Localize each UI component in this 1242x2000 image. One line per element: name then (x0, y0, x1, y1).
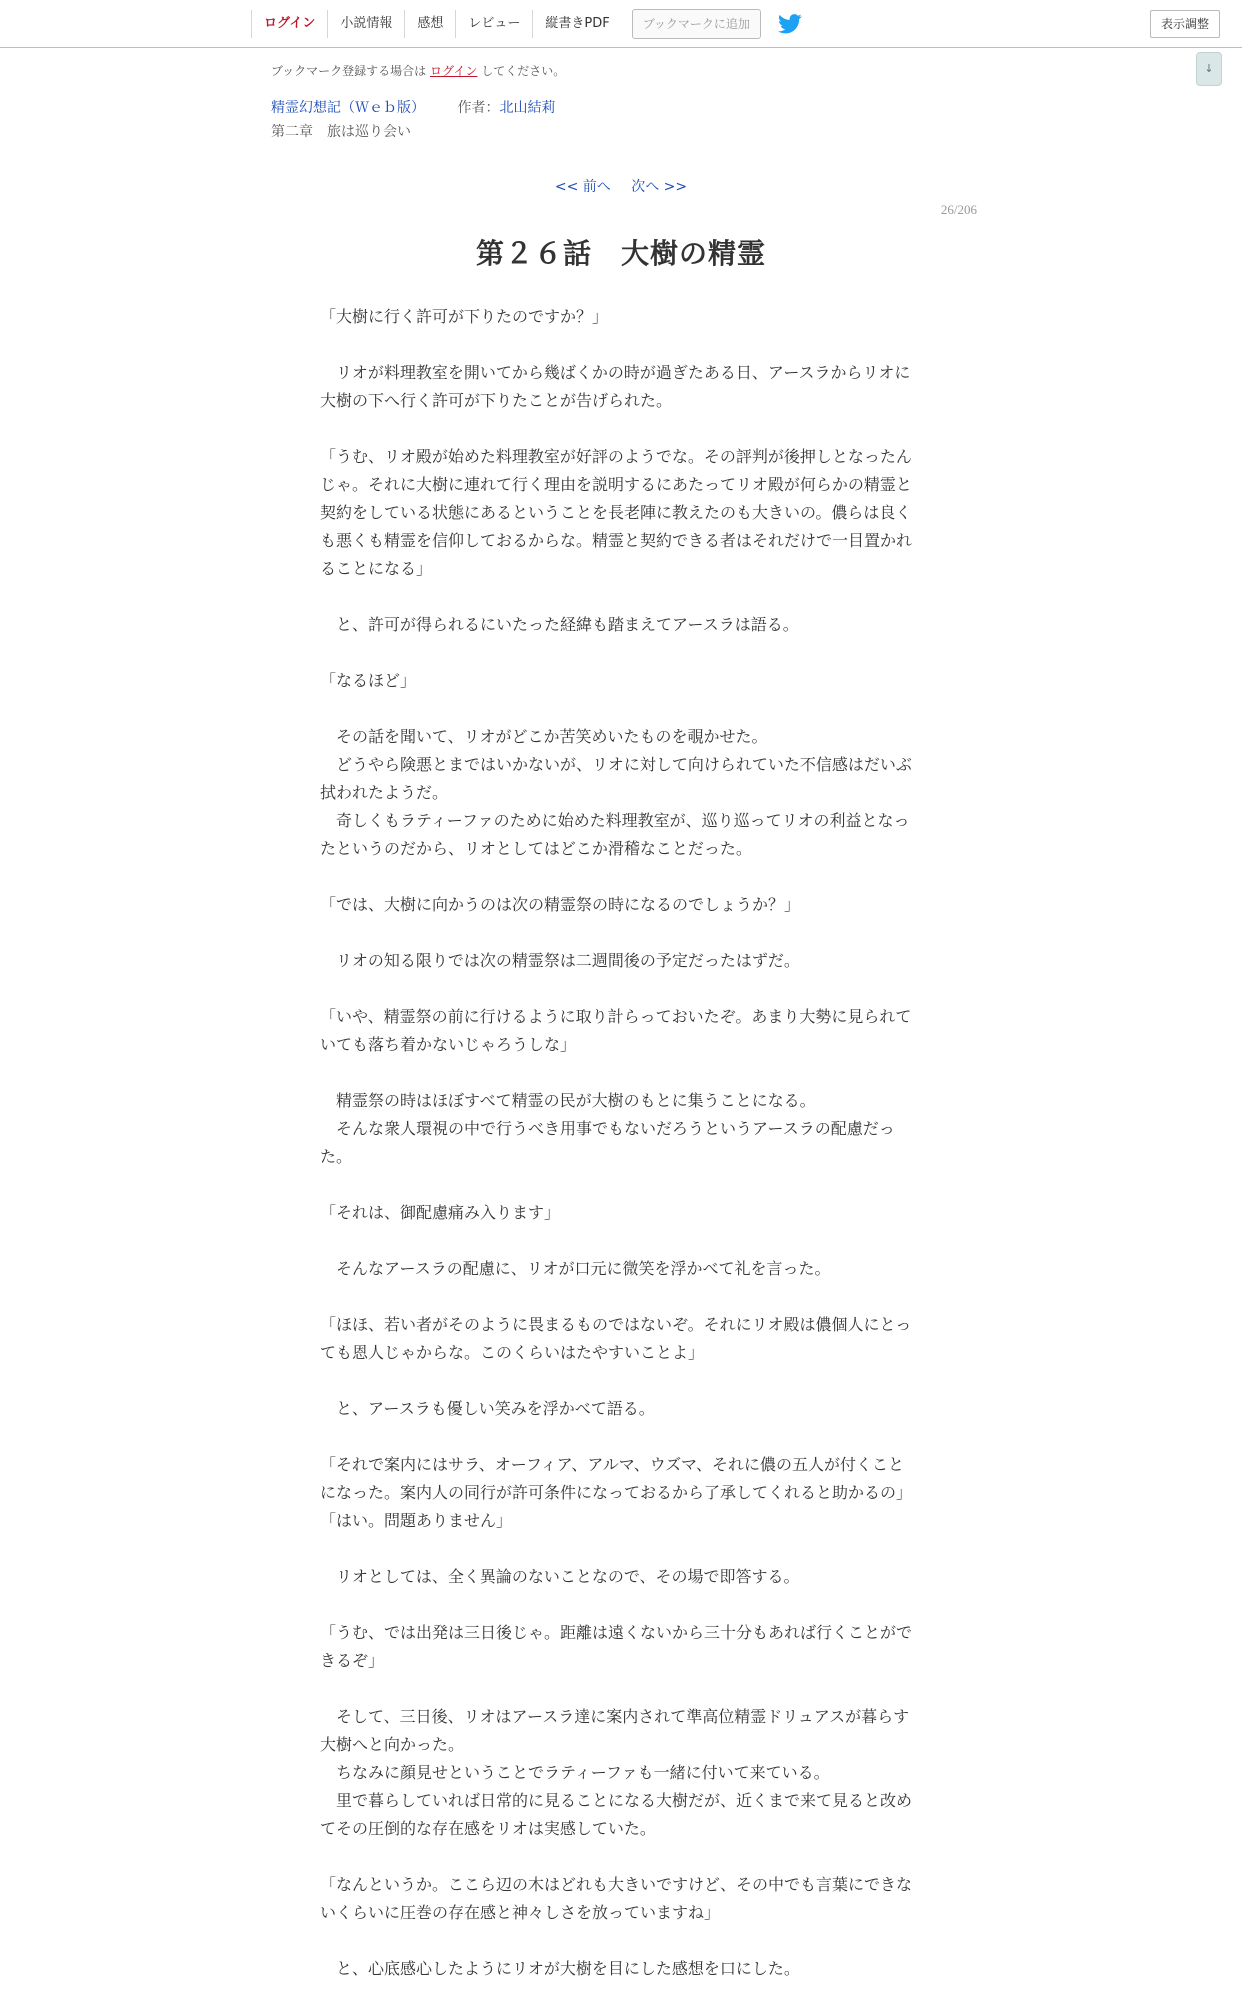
body-line (320, 1675, 920, 1703)
body-line (320, 583, 920, 611)
body-line: ても恩人じゃからな。このくらいはたやすいことよ」 (320, 1343, 705, 1362)
body-line: 「うむ、リオ殿が始めた料理教室が好評のようでな。その評判が後押しとなったん (320, 447, 912, 466)
body-line: じゃ。それに大樹に連れて行く理由を説明するにあたってリオ殿が何らかの精霊と (320, 475, 912, 494)
review-link[interactable]: レビュー (456, 10, 533, 38)
body-line: と、アースラも優しい笑みを浮かべて語る。 (320, 1399, 655, 1418)
body-line (320, 1171, 920, 1199)
chapter-title: 第二章 旅は巡り会い (271, 124, 411, 140)
episode-title: 第２６話 大樹の精霊 (475, 237, 766, 270)
body-line: 「それは、御配慮痛み入ります」 (320, 1203, 561, 1222)
main-nav (251, 0, 803, 48)
scroll-down-button[interactable]: ↓ (1196, 52, 1222, 86)
body-line (320, 975, 920, 1003)
body-line (320, 639, 920, 667)
body-line: てその圧倒的な存在感をリオは実感していた。 (320, 1819, 656, 1838)
body-line: たというのだから、リオとしてはどこか滑稽なことだった。 (320, 839, 752, 858)
body-line: ちなみに顔見せということでラティーファも一緒に付いて来ている。 (320, 1763, 830, 1782)
body-line: 「うむ、では出発は三日後じゃ。距離は遠くないから三十分もあれば行くことがで (320, 1623, 913, 1642)
body-line: そんな衆人環視の中で行うべき用事でもないだろうというアースラの配慮だっ (320, 1119, 895, 1138)
body-line: になった。案内人の同行が許可条件になっておるから了承してくれると助かるの」 (320, 1483, 913, 1502)
prev-episode-link[interactable]: << 前へ (554, 179, 611, 195)
notice-suffix: してください。 (481, 64, 566, 78)
body-line (320, 863, 920, 891)
body-line: リオとしては、全く異論のないことなので、その場で即答する。 (320, 1567, 800, 1586)
body-line: リオの知る限りでは次の精霊祭は二週間後の予定だったはずだ。 (320, 951, 800, 970)
body-line: その話を聞いて、リオがどこか苦笑めいたものを覗かせた。 (320, 727, 768, 746)
body-line (320, 331, 920, 359)
body-line: 「大樹に行く許可が下りたのですか？」 (320, 307, 609, 326)
body-line: と、許可が得られるにいたった経緯も踏まえてアースラは語る。 (320, 615, 799, 634)
body-line: 大樹の下へ行く許可が下りたことが告げられた。 (320, 391, 673, 410)
novel-info (271, 97, 555, 117)
body-line (320, 1843, 920, 1871)
body-line: ることになる」 (320, 559, 433, 578)
body-line: そして、三日後、リオはアースラ達に案内されて準高位精霊ドリュアスが暮らす (320, 1707, 910, 1726)
add-bookmark-button[interactable]: ブックマークに追加 (632, 9, 761, 39)
body-line: 里で暮らしていれば日常的に見ることになる大樹だが、近くまで来て見ると改め (320, 1791, 913, 1810)
author-link[interactable]: 北山結莉 (499, 100, 556, 116)
body-line: 奇しくもラティーファのために始めた料理教室が、巡り巡ってリオの利益となっ (320, 811, 910, 830)
body-line: 契約をしている状態にあるということを長老陣に教えたのも大きいの。儂らは良く (320, 503, 912, 522)
body-line: いくらいに圧巻の存在感と神々しさを放っていますね」 (320, 1903, 721, 1922)
vertical-pdf-link[interactable]: 縦書きPDF (545, 16, 610, 31)
body-line: 大樹へと向かった。 (320, 1735, 465, 1754)
episode-pager (0, 176, 1242, 196)
body-line (320, 415, 920, 443)
notice-prefix: ブックマーク登録する場合は (271, 64, 427, 78)
body-line: 拭われたようだ。 (320, 783, 449, 802)
impressions-link[interactable]: 感想 (405, 10, 456, 38)
body-line: 「それで案内にはサラ、オーフィア、アルマ、ウズマ、それに儂の五人が付くこと (320, 1455, 905, 1474)
body-line: 「なんというか。ここら辺の木はどれも大きいですけど、その中でも言葉にできな (320, 1875, 913, 1894)
body-line (320, 1367, 920, 1395)
body-line: 精霊祭の時はほぼすべて精霊の民が大樹のもとに集うことになる。 (320, 1091, 816, 1110)
body-line: いても落ち着かないじゃろうしな」 (320, 1035, 577, 1054)
body-line: 「なるほど」 (320, 671, 417, 690)
body-line: どうやら険悪とまではいかないが、リオに対して向けられていた不信感はだいぶ (320, 755, 912, 774)
body-line (320, 1423, 920, 1451)
body-line (320, 1059, 920, 1087)
next-episode-link[interactable]: 次へ >> (631, 179, 688, 195)
display-settings-button[interactable]: 表示調整 (1150, 10, 1220, 38)
novel-body (320, 303, 920, 1983)
body-line: た。 (320, 1147, 353, 1166)
twitter-icon[interactable] (777, 12, 803, 36)
novel-title-link[interactable]: 精霊幻想記（Ｗｅｂ版） (271, 100, 425, 116)
episode-count: 26/206 (940, 202, 977, 217)
body-line (320, 1927, 920, 1955)
bookmark-notice (271, 62, 565, 79)
body-line: 「いや、精霊祭の前に行けるように取り計らっておいたぞ。あまり大勢に見られて (320, 1007, 912, 1026)
body-line (320, 1227, 920, 1255)
body-line: そんなアースラの配慮に、リオが口元に微笑を浮かべて礼を言った。 (320, 1259, 831, 1278)
body-line (320, 919, 920, 947)
body-line: リオが料理教室を開いてから幾ばくかの時が過ぎたある日、アースラからリオに (320, 363, 911, 382)
body-line (320, 695, 920, 723)
top-navigation-bar (0, 0, 1242, 48)
login-link[interactable]: ログイン (251, 10, 328, 38)
body-line: きるぞ」 (320, 1651, 385, 1670)
body-line: も悪くも精霊を信仰しておるからな。精霊と契約できる者はそれだけで一目置かれ (320, 531, 913, 550)
body-line: 「では、大樹に向かうのは次の精霊祭の時になるのでしょうか？」 (320, 895, 801, 914)
body-line: と、心底感心したようにリオが大樹を目にした感想を口にした。 (320, 1959, 800, 1978)
body-line (320, 1535, 920, 1563)
body-line: 「ほほ、若い者がそのように畏まるものではないぞ。それにリオ殿は儂個人にとっ (320, 1315, 912, 1334)
novel-info-link[interactable]: 小説情報 (328, 10, 405, 38)
body-line: 「はい。問題ありません」 (320, 1511, 513, 1530)
author-label: 作者： (457, 100, 500, 116)
body-line (320, 1283, 920, 1311)
notice-login-link[interactable]: ログイン (430, 64, 478, 78)
body-line (320, 1591, 920, 1619)
